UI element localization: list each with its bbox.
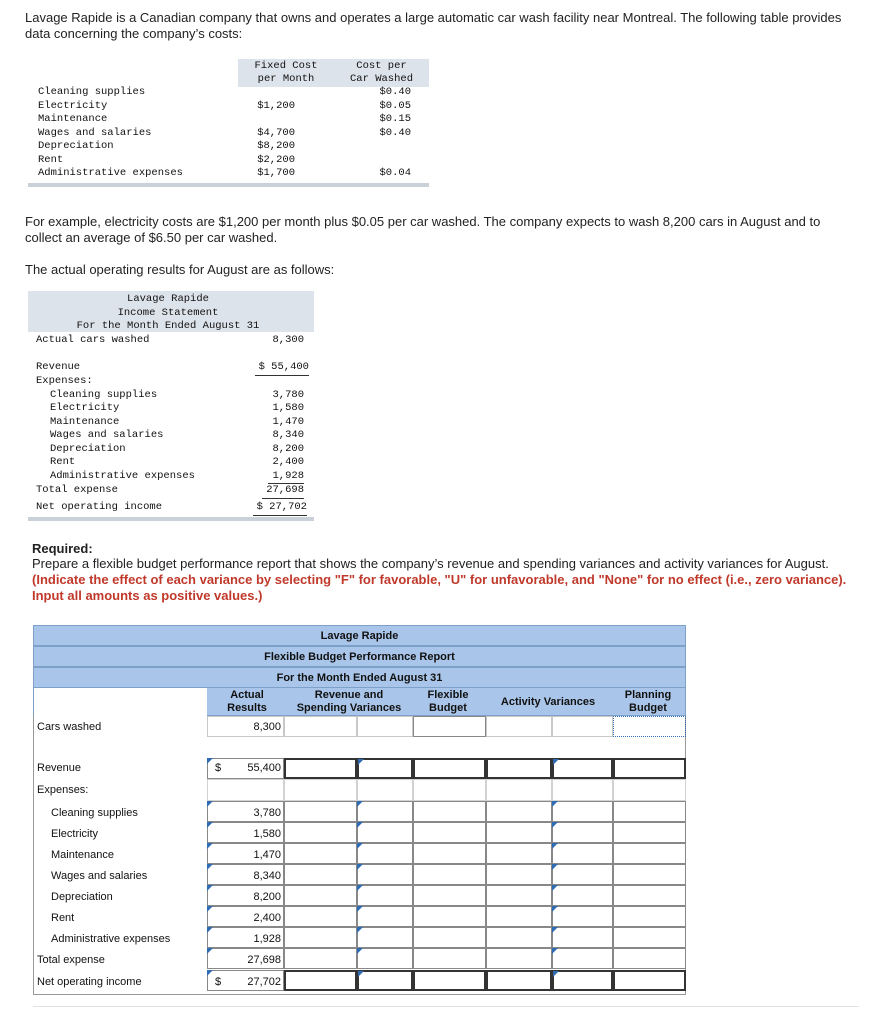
planning-amount-input[interactable] — [613, 822, 686, 843]
currency-symbol: $ — [215, 976, 222, 988]
rsv-amount-input[interactable] — [284, 948, 357, 969]
is-row — [28, 375, 314, 389]
col-var-line2: Car Washed — [349, 73, 413, 85]
cost-label: Administrative expenses — [38, 167, 183, 179]
report-expense-label: Depreciation — [51, 891, 113, 903]
col-fixed-line1: Fixed Cost — [254, 60, 318, 72]
report-expense-label: Rent — [51, 912, 75, 924]
planning-amount-input[interactable] — [613, 801, 686, 822]
report-expense-actual: 2,400 — [253, 912, 281, 924]
blank-cell — [413, 779, 486, 801]
cost-row — [28, 167, 429, 181]
flex-amount-input[interactable] — [413, 822, 486, 843]
blank-cell — [486, 779, 552, 801]
flex-amount-input[interactable] — [413, 885, 486, 906]
is-period: For the Month Ended August 31 — [76, 320, 260, 332]
activity-effect-input[interactable] — [552, 822, 613, 843]
is-value: 1,470 — [272, 415, 304, 428]
col-rsv-header — [289, 689, 409, 715]
report-total-label: Total expense — [37, 954, 105, 966]
blank-cell — [552, 779, 613, 801]
flex-amount-input[interactable] — [413, 758, 486, 779]
flex-amount-input[interactable] — [413, 970, 486, 991]
is-row — [28, 429, 314, 443]
actual-results-cell — [207, 843, 284, 864]
blank-cell — [357, 716, 413, 737]
fixed-cost: $2,200 — [257, 153, 295, 166]
report-expense-actual: 1,470 — [253, 849, 281, 861]
rsv-amount-input[interactable] — [284, 758, 357, 779]
blank-cell — [486, 716, 552, 737]
is-row — [28, 470, 314, 484]
planning-budget-cars-input[interactable] — [613, 716, 686, 737]
actual-results-cell — [207, 822, 284, 843]
variable-cost: $0.40 — [379, 86, 411, 98]
report-noi-actual: 27,702 — [247, 976, 281, 988]
is-value: 8,300 — [272, 334, 304, 346]
col-rsv-line2: Spending Variances — [296, 702, 402, 714]
activity-effect-input[interactable] — [552, 758, 613, 779]
report-expense-label: Cleaning supplies — [51, 807, 138, 819]
flex-budget-cars-input[interactable] — [413, 716, 486, 737]
report-expense-label: Maintenance — [51, 849, 114, 861]
is-label: Cleaning supplies — [50, 388, 158, 401]
planning-amount-input[interactable] — [613, 758, 686, 779]
rsv-amount-input[interactable] — [284, 801, 357, 822]
performance-report — [33, 625, 686, 995]
activity-amount-input[interactable] — [486, 906, 552, 927]
variable-cost: $0.40 — [379, 126, 411, 139]
blank-cell — [284, 779, 357, 801]
cost-row — [28, 86, 429, 100]
is-row — [28, 456, 314, 470]
is-row — [28, 334, 314, 348]
is-row — [28, 484, 314, 498]
planning-amount-input[interactable] — [613, 970, 686, 991]
actual-results-cell — [207, 885, 284, 906]
actual-intro-text: The actual operating results for August are as follows: — [25, 262, 335, 277]
activity-effect-input[interactable] — [552, 970, 613, 991]
is-label: Depreciation — [50, 442, 126, 455]
activity-amount-input[interactable] — [486, 864, 552, 885]
rsv-amount-input[interactable] — [284, 843, 357, 864]
actual-results-cell — [207, 758, 284, 779]
blank-cell — [284, 716, 357, 737]
col-var-line1: Cost per — [356, 60, 407, 72]
flex-amount-input[interactable] — [413, 801, 486, 822]
actual-results-cell — [207, 864, 284, 885]
is-row — [28, 443, 314, 457]
activity-amount-input[interactable] — [486, 948, 552, 969]
is-row — [28, 361, 314, 375]
actual-results-cell — [207, 970, 284, 991]
is-value: 2,400 — [272, 456, 304, 468]
actual-results-cell — [207, 906, 284, 927]
col-flex-header — [413, 689, 483, 715]
col-actual-header — [211, 689, 283, 715]
col-planning-line1: Planning — [624, 689, 672, 701]
is-value: 1,928 — [268, 470, 304, 485]
report-header-blank — [33, 688, 207, 716]
is-row — [28, 501, 314, 515]
cost-label: Cleaning supplies — [38, 86, 146, 98]
activity-effect-input[interactable] — [552, 927, 613, 948]
bottom-divider — [33, 1006, 859, 1007]
blank-cell — [207, 779, 284, 801]
report-cars-actual: 8,300 — [253, 721, 281, 733]
cost-label: Electricity — [38, 99, 108, 112]
is-value: $ 55,400 — [255, 361, 309, 376]
rsv-effect-input[interactable] — [357, 948, 413, 969]
rsv-amount-input[interactable] — [284, 822, 357, 843]
rsv-effect-input[interactable] — [357, 843, 413, 864]
is-label: Wages and salaries — [50, 429, 164, 441]
is-label: Rent — [50, 456, 76, 468]
is-value: 1,580 — [272, 402, 304, 414]
flex-amount-input[interactable] — [413, 864, 486, 885]
activity-effect-input[interactable] — [552, 906, 613, 927]
variable-cost: $0.04 — [379, 167, 411, 179]
col-fixed-line2: per Month — [257, 73, 315, 85]
is-value: $ 27,702 — [253, 501, 307, 518]
col-rsv-line1: Revenue and — [314, 689, 384, 701]
activity-amount-input[interactable] — [486, 843, 552, 864]
activity-amount-input[interactable] — [486, 822, 552, 843]
rsv-effect-input[interactable] — [357, 927, 413, 948]
col-planning-line2: Budget — [629, 702, 667, 714]
rsv-amount-input[interactable] — [284, 906, 357, 927]
is-label: Net operating income — [36, 501, 163, 513]
fixed-cost: $1,700 — [257, 167, 295, 179]
col-flex-line2: Budget — [429, 702, 467, 714]
fixed-cost: $1,200 — [257, 99, 295, 112]
col-actual-line1: Actual — [230, 689, 264, 701]
is-row — [28, 402, 314, 416]
report-expense-label: Administrative expenses — [51, 933, 171, 945]
is-value: 27,698 — [262, 484, 304, 499]
is-title: Income Statement — [117, 306, 219, 319]
col-activity-header: Activity Variances — [500, 696, 596, 708]
rsv-amount-input[interactable] — [284, 927, 357, 948]
report-period: For the Month Ended August 31 — [33, 667, 686, 688]
cost-table-bottom-rule — [28, 183, 429, 187]
planning-amount-input[interactable] — [613, 906, 686, 927]
report-expense-actual: 1,928 — [253, 933, 281, 945]
income-bottom-rule — [28, 517, 314, 521]
planning-amount-input[interactable] — [613, 864, 686, 885]
col-planning-header — [613, 689, 683, 715]
currency-symbol: $ — [215, 762, 222, 774]
activity-amount-input[interactable] — [486, 927, 552, 948]
report-noi-label: Net operating income — [37, 976, 142, 988]
cost-row — [28, 154, 429, 168]
actual-results-cell — [207, 801, 284, 822]
report-expense-actual: 8,200 — [253, 891, 281, 903]
example-text: For example, electricity costs are $1,200 per month plus $0.05 per car washed. The company expects to wash 8,200 cars in August and to collect an average of $6.50 per car washed. — [25, 214, 821, 245]
income-statement — [28, 291, 314, 523]
rsv-effect-input[interactable] — [357, 758, 413, 779]
rsv-effect-input[interactable] — [357, 906, 413, 927]
planning-amount-input[interactable] — [613, 885, 686, 906]
fixed-cost: $4,700 — [257, 126, 295, 139]
activity-amount-input[interactable] — [486, 885, 552, 906]
rsv-amount-input[interactable] — [284, 970, 357, 991]
report-revenue-label: Revenue — [37, 762, 82, 774]
is-company: Lavage Rapide — [127, 293, 209, 305]
required-heading: Required: — [32, 541, 93, 556]
activity-effect-input[interactable] — [552, 885, 613, 906]
rsv-effect-input[interactable] — [357, 864, 413, 885]
cost-row — [28, 140, 429, 154]
cost-label: Wages and salaries — [38, 126, 152, 139]
is-row — [28, 389, 314, 403]
planning-amount-input[interactable] — [613, 948, 686, 969]
is-label: Total expense — [36, 484, 118, 496]
is-label: Electricity — [50, 402, 120, 414]
intro-text: Lavage Rapide is a Canadian company that owns and operates a large automatic car wash facility near Montreal. The following table provides data concerning the company’s costs: — [25, 10, 842, 41]
actual-results-cell — [207, 927, 284, 948]
col-flex-line1: Flexible — [427, 689, 469, 701]
is-row — [28, 416, 314, 430]
required-text: Prepare a flexible budget performance report that shows the company’s revenue and spending variances and activity variances for August. — [32, 556, 829, 571]
activity-effect-input[interactable] — [552, 843, 613, 864]
activity-amount-input[interactable] — [486, 758, 552, 779]
blank-cell — [552, 716, 613, 737]
rsv-effect-input[interactable] — [357, 970, 413, 991]
col-actual-line2: Results — [227, 702, 267, 714]
variable-cost: $0.15 — [379, 113, 411, 125]
is-value: 8,340 — [272, 429, 304, 441]
planning-amount-input[interactable] — [613, 843, 686, 864]
rsv-amount-input[interactable] — [284, 864, 357, 885]
rsv-effect-input[interactable] — [357, 885, 413, 906]
rsv-amount-input[interactable] — [284, 885, 357, 906]
cost-row — [28, 100, 429, 114]
required-paragraph — [32, 556, 862, 604]
actual-cars-cell — [207, 716, 284, 737]
report-expense-actual: 1,580 — [253, 828, 281, 840]
cost-row — [28, 113, 429, 127]
report-expenses-label: Expenses: — [37, 784, 89, 796]
report-cars-label: Cars washed — [37, 721, 102, 733]
rsv-effect-input[interactable] — [357, 822, 413, 843]
is-label: Actual cars washed — [36, 334, 150, 346]
blank-cell — [613, 779, 686, 801]
report-expense-actual: 3,780 — [253, 807, 281, 819]
cost-row — [28, 127, 429, 141]
flex-amount-input[interactable] — [413, 948, 486, 969]
cost-table — [28, 59, 429, 189]
required-instruction: (Indicate the effect of each variance by selecting "F" for favorable, "U" for unfavorable, and "None" for no effect (i.e., zero variance). Input all amounts as positive values.) — [32, 572, 847, 603]
activity-effect-input[interactable] — [552, 864, 613, 885]
flex-amount-input[interactable] — [413, 906, 486, 927]
planning-amount-input[interactable] — [613, 927, 686, 948]
cost-label: Maintenance — [38, 113, 108, 125]
cost-label: Depreciation — [38, 140, 114, 152]
report-expense-label: Electricity — [51, 828, 99, 840]
variable-cost: $0.05 — [379, 99, 411, 112]
report-title: Flexible Budget Performance Report — [33, 646, 686, 667]
flex-amount-input[interactable] — [413, 927, 486, 948]
activity-amount-input[interactable] — [486, 970, 552, 991]
rsv-effect-input[interactable] — [357, 801, 413, 822]
flex-amount-input[interactable] — [413, 843, 486, 864]
is-label: Revenue — [36, 361, 81, 373]
is-label: Maintenance — [50, 415, 120, 428]
report-revenue-actual: 55,400 — [247, 762, 281, 774]
activity-amount-input[interactable] — [486, 801, 552, 822]
activity-effect-input[interactable] — [552, 948, 613, 969]
is-label: Expenses: — [36, 375, 93, 387]
report-expense-actual: 8,340 — [253, 870, 281, 882]
is-value: 8,200 — [272, 442, 304, 455]
activity-effect-input[interactable] — [552, 801, 613, 822]
is-value: 3,780 — [272, 388, 304, 401]
is-label: Administrative expenses — [50, 469, 195, 482]
report-expense-label: Wages and salaries — [51, 870, 148, 882]
fixed-cost: $8,200 — [257, 140, 295, 152]
report-company: Lavage Rapide — [33, 625, 686, 646]
blank-cell — [357, 779, 413, 801]
cost-label: Rent — [38, 153, 64, 166]
actual-results-cell — [207, 948, 284, 969]
report-total-actual: 27,698 — [247, 954, 281, 966]
